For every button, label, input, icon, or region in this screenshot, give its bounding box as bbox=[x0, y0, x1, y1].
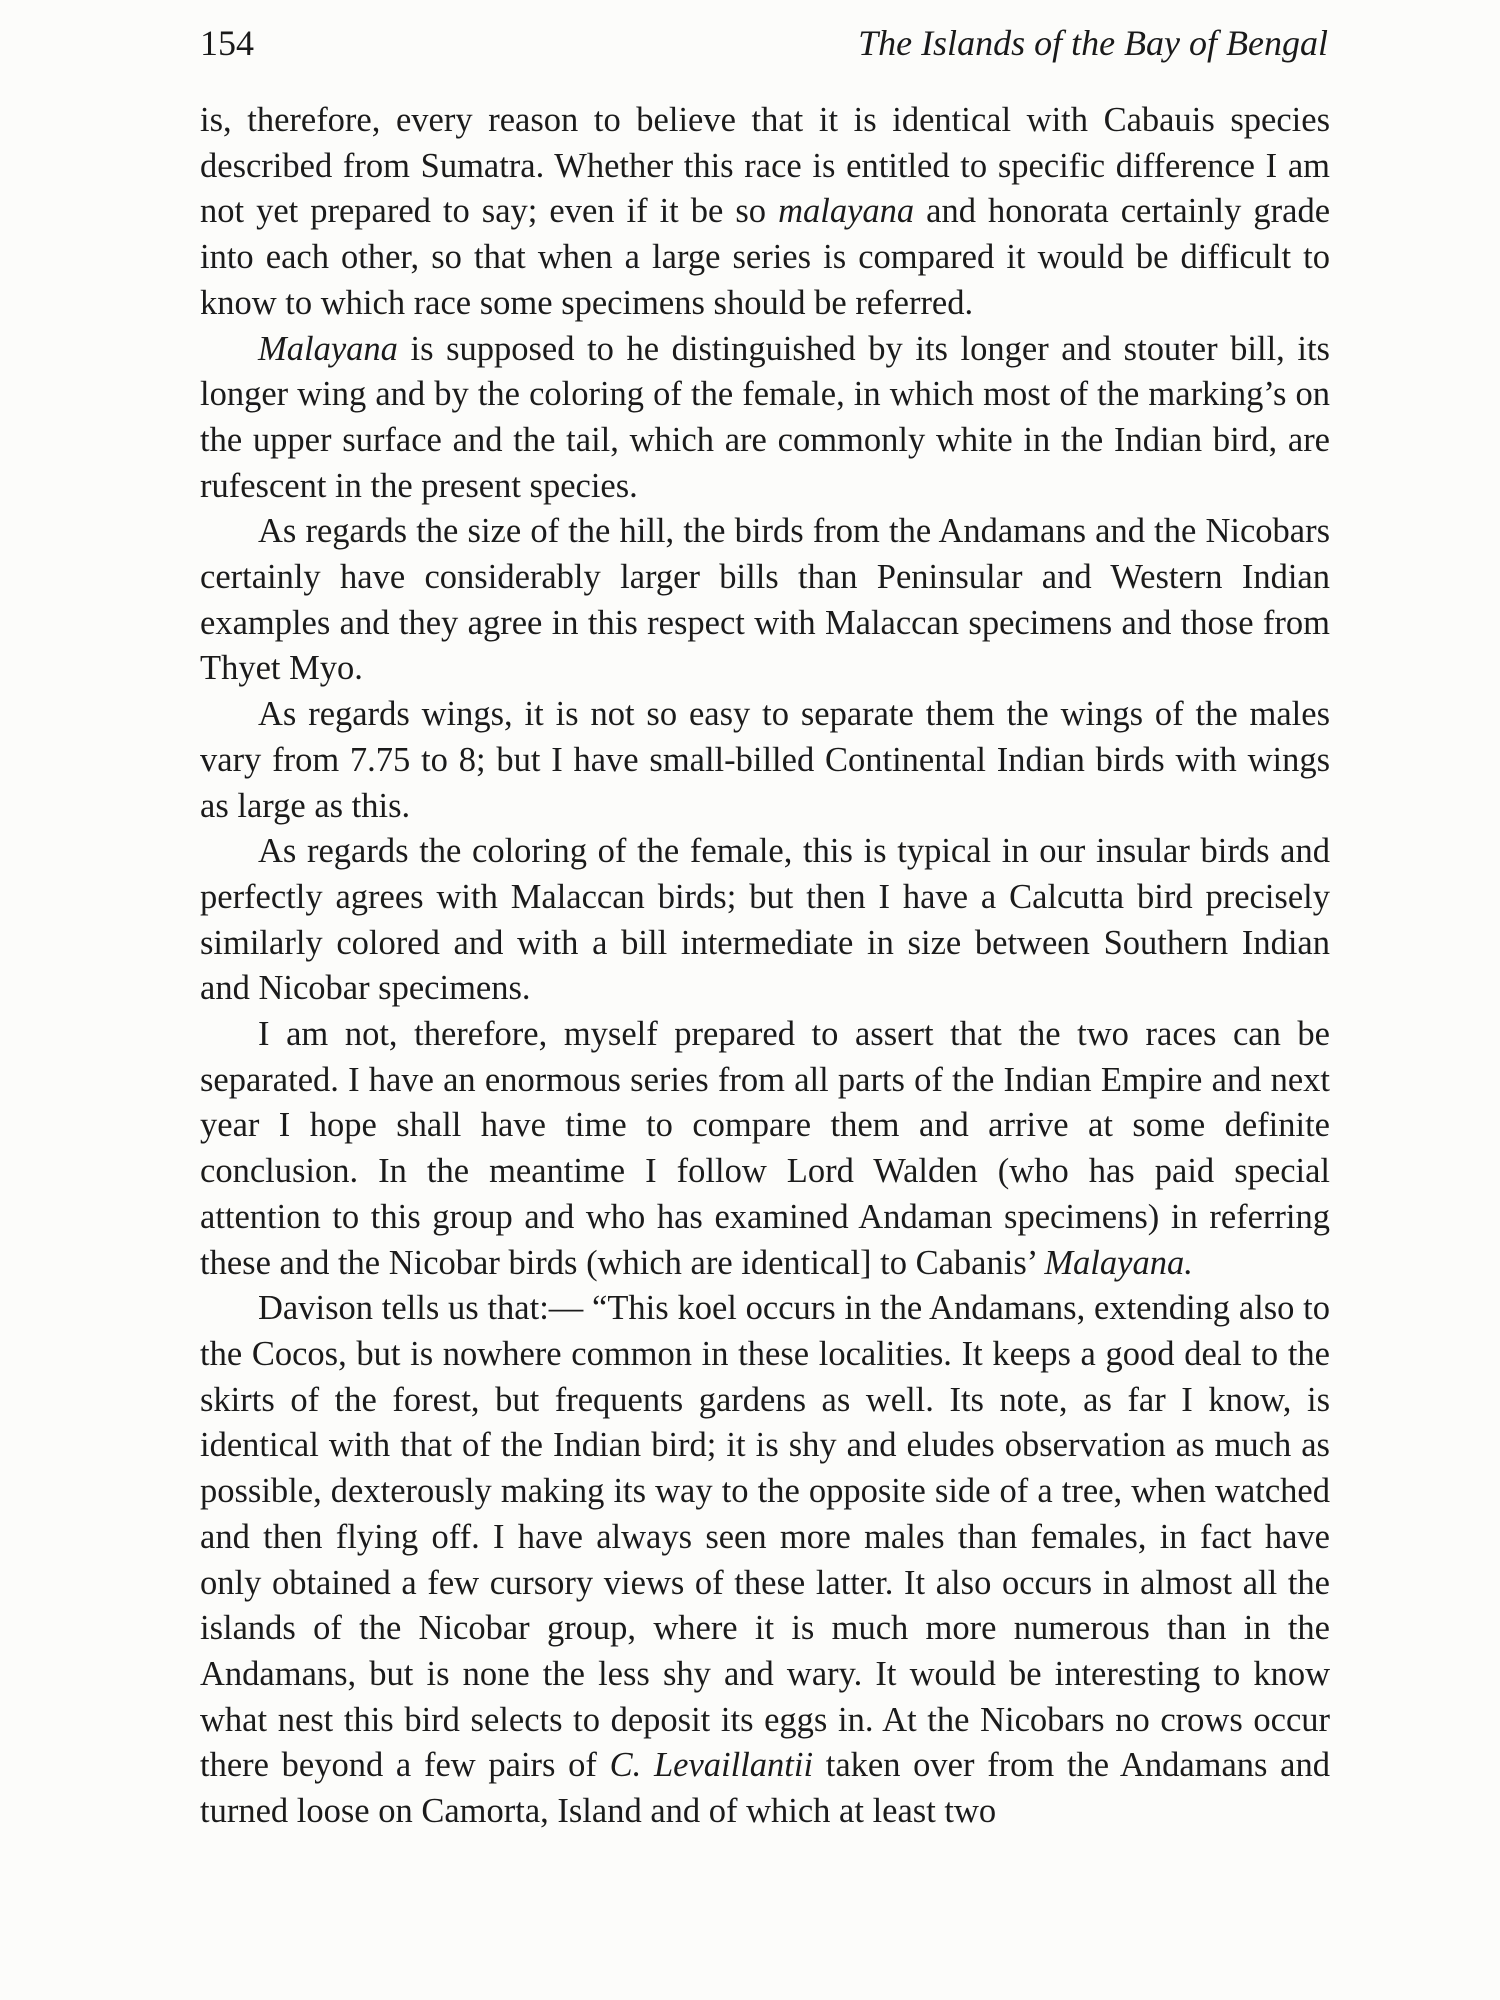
paragraph-6 bbox=[200, 1012, 1330, 1286]
paragraph-4-text: As regards wings, it is not so easy to separate them the wings of the males vary from 7.75 to 8; but I have small-billed Continental Indian birds with wings as large as this. bbox=[200, 695, 1330, 825]
running-head bbox=[200, 22, 1328, 78]
paragraph-6-text: I am not, therefore, myself prepared to assert that the two races can be separated. I have an enormous series from all parts of the Indian Empire and next year I hope shall have time to compare them and arrive at some definite conclusion. In the meantime I follow Lord Walden (who has paid special attention to this group and who has examined Andaman specimens) in referring these and the Nicobar birds (which are identical] to Cabanis’ bbox=[200, 1015, 1330, 1282]
paragraph-6-italic-malayana: Malayana. bbox=[1044, 1243, 1193, 1282]
paragraph-1-text-b: and honorata certainly grade into each other, so that when a large series is compared it would be difficult to know to which race some specimens should be referred. bbox=[200, 192, 1331, 322]
paragraph-2-text: is supposed to he distinguished by its longer and stouter bill, its longer wing and by the coloring of the female, in which most of the marking’s on the upper surface and the tail, which are commonly white in the Indian bird, are rufescent in the present species. bbox=[200, 329, 1330, 505]
paragraph-7 bbox=[200, 1286, 1330, 1834]
page-number: 154 bbox=[200, 23, 254, 63]
paragraph-4 bbox=[200, 692, 1330, 829]
running-title: The Islands of the Bay of Bengal bbox=[858, 23, 1328, 63]
paragraph-7-italic-species: C. Levaillantii bbox=[609, 1746, 814, 1785]
paragraph-2-italic-malayana: Malayana bbox=[258, 329, 398, 368]
paragraph-3 bbox=[200, 509, 1330, 692]
paragraph-1-text-a: is, therefore, every reason to believe that it is identical with Cabauis species described from Sumatra. Whether this race is entitled to specific difference I am not yet prepared to say; even if it be so bbox=[200, 101, 1330, 231]
paragraph-5 bbox=[200, 829, 1330, 1012]
paragraph-3-text: As regards the size of the hill, the birds from the Andamans and the Nicobars certainly have considerably larger bills than Peninsular and Western Indian examples and they agree in this respect with Malaccan specimens and those from Thyet Myo. bbox=[200, 512, 1330, 688]
paragraph-7-text-a: Davison tells us that:— “This koel occurs in the Andamans, extending also to the Cocos, but is nowhere common in these localities. It keeps a good deal to the skirts of the forest, but frequents gardens as well. Its note, as far I know, is identical with that of the Indian bird; it is shy and eludes observation as much as possible, dexterously making its way to the opposite side of a tree, when watched and then flying off. I have always seen more males than females, in fact have only obtained a few cursory views of these latter. It also occurs in almost all the islands of the Nicobar group, where it is much more numerous than in the Andamans, but is none the less shy and wary. It would be interesting to know what nest this bird selects to deposit its eggs in. At the Nicobars no crows occur there beyond a few pairs of bbox=[200, 1289, 1330, 1785]
paragraph-5-text: As regards the coloring of the female, this is typical in our insular birds and perfectly agrees with Malaccan birds; but then I have a Calcutta bird precisely similarly colored and with a bill intermediate in size between Southern Indian and Nicobar specimens. bbox=[200, 832, 1330, 1008]
paragraph-7-text-b: taken over from the Andamans and turned loose on Camorta, Island and of which at least two bbox=[200, 1746, 1330, 1831]
paragraph-1 bbox=[200, 98, 1330, 327]
body-text bbox=[200, 98, 1330, 1835]
paragraph-2 bbox=[200, 327, 1330, 510]
paragraph-1-italic-malayana: malayana bbox=[778, 192, 915, 231]
